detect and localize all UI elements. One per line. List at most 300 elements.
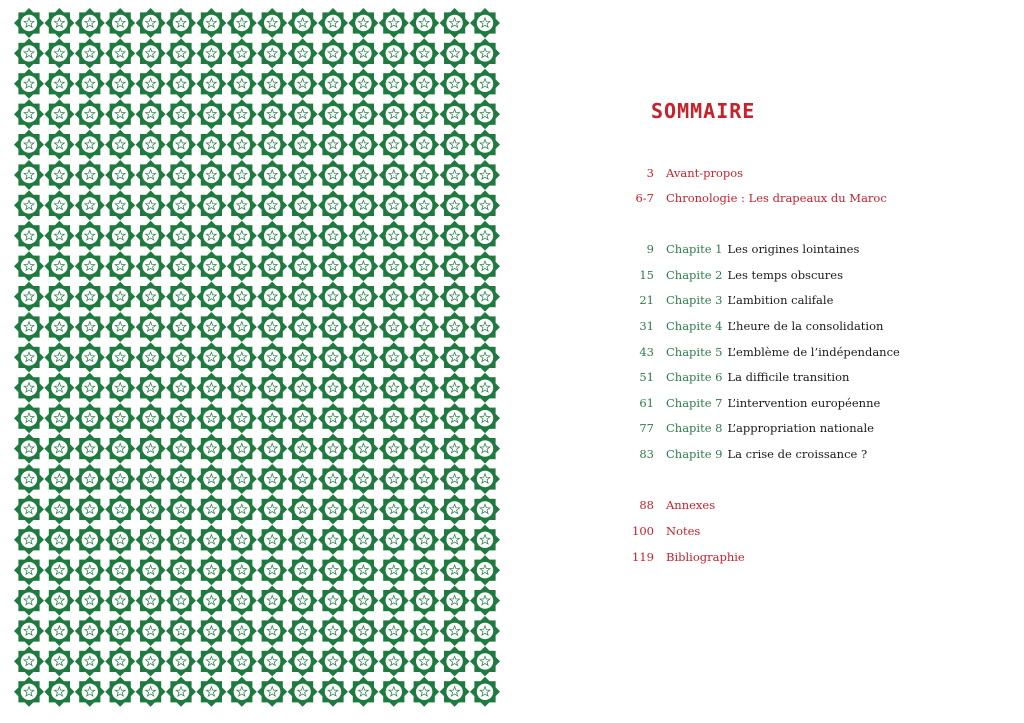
star-tile	[166, 221, 196, 251]
star-tile	[136, 586, 166, 616]
star-tile	[14, 221, 44, 251]
star-tile	[379, 494, 409, 524]
star-tile	[227, 221, 257, 251]
star-tile	[14, 312, 44, 342]
toc-entry-intro[interactable]	[512, 189, 992, 207]
star-tile	[136, 160, 166, 190]
toc-page-number: 61	[639, 396, 654, 410]
star-tile	[75, 616, 105, 646]
star-tile	[348, 342, 378, 372]
star-tile	[75, 586, 105, 616]
star-tile	[105, 677, 135, 707]
star-tile	[75, 8, 105, 38]
star-tile	[136, 403, 166, 433]
star-tile	[14, 373, 44, 403]
star-tile	[44, 221, 74, 251]
star-tile	[440, 221, 470, 251]
star-tile	[136, 282, 166, 312]
star-tile	[166, 160, 196, 190]
star-tile	[257, 555, 287, 585]
star-tile	[379, 464, 409, 494]
star-tile	[75, 190, 105, 220]
star-tile	[166, 525, 196, 555]
star-tile	[166, 312, 196, 342]
star-tile	[288, 616, 318, 646]
star-tile	[166, 130, 196, 160]
star-tile	[409, 160, 439, 190]
star-tile	[409, 342, 439, 372]
star-tile	[14, 464, 44, 494]
star-tile	[470, 464, 500, 494]
star-tile	[440, 130, 470, 160]
star-tile	[227, 160, 257, 190]
star-tile	[318, 99, 348, 129]
star-tile	[470, 586, 500, 616]
star-tile	[379, 555, 409, 585]
star-tile	[227, 373, 257, 403]
star-tile	[348, 312, 378, 342]
star-tile	[75, 525, 105, 555]
toc-page-number: 83	[639, 447, 654, 461]
star-tile	[288, 494, 318, 524]
star-tile	[227, 130, 257, 160]
star-tile	[14, 494, 44, 524]
star-tile	[136, 646, 166, 676]
star-tile	[136, 616, 166, 646]
star-tile	[348, 69, 378, 99]
toc-page-number: 31	[639, 319, 654, 333]
star-tile	[440, 8, 470, 38]
star-tile	[196, 586, 226, 616]
star-tile	[348, 494, 378, 524]
star-tile	[470, 8, 500, 38]
toc-entry-chapter[interactable]	[512, 266, 992, 284]
star-tile	[348, 373, 378, 403]
star-tile	[105, 251, 135, 281]
chapter-title: La crise de croissance ?	[727, 447, 868, 461]
star-tile	[257, 190, 287, 220]
toc-entry-intro[interactable]	[512, 164, 992, 182]
star-tile	[227, 312, 257, 342]
star-tile	[288, 251, 318, 281]
toc-entry-chapter[interactable]	[512, 368, 992, 386]
star-tile	[166, 38, 196, 68]
star-tile	[288, 160, 318, 190]
star-tile	[227, 677, 257, 707]
star-tile	[257, 677, 287, 707]
star-tile	[227, 282, 257, 312]
star-tile	[14, 586, 44, 616]
star-tile	[257, 464, 287, 494]
star-tile	[166, 69, 196, 99]
star-tile	[166, 677, 196, 707]
star-tile	[136, 130, 166, 160]
star-tile	[257, 251, 287, 281]
star-tile	[288, 525, 318, 555]
star-tile	[136, 99, 166, 129]
star-tile	[409, 8, 439, 38]
star-tile	[318, 373, 348, 403]
star-tile	[44, 373, 74, 403]
toc-entry-chapter[interactable]	[512, 343, 992, 361]
star-tile	[470, 221, 500, 251]
star-tile	[379, 282, 409, 312]
star-tile	[257, 403, 287, 433]
chapter-title: L’heure de la consolidation	[727, 319, 884, 333]
star-tile	[348, 646, 378, 676]
star-tile	[257, 373, 287, 403]
star-tile	[196, 38, 226, 68]
star-tile	[75, 373, 105, 403]
star-tile	[379, 373, 409, 403]
star-tile	[105, 99, 135, 129]
star-tile	[14, 677, 44, 707]
star-tile	[196, 677, 226, 707]
star-tile	[105, 342, 135, 372]
star-tile	[227, 38, 257, 68]
star-tile	[136, 8, 166, 38]
star-tile	[318, 8, 348, 38]
star-tile	[136, 221, 166, 251]
star-tile	[257, 525, 287, 555]
star-tile	[440, 99, 470, 129]
star-tile	[348, 130, 378, 160]
star-tile	[318, 69, 348, 99]
star-tile	[44, 494, 74, 524]
star-tile	[166, 8, 196, 38]
star-tile	[14, 403, 44, 433]
star-tile	[75, 646, 105, 676]
star-tile	[196, 8, 226, 38]
star-tile	[470, 251, 500, 281]
star-tile	[288, 373, 318, 403]
star-tile	[166, 586, 196, 616]
star-tile	[44, 525, 74, 555]
star-tile	[166, 403, 196, 433]
chapter-label: Chapite 4	[666, 319, 723, 333]
star-tile	[196, 69, 226, 99]
star-tile	[470, 677, 500, 707]
star-tile	[14, 190, 44, 220]
star-tile	[227, 555, 257, 585]
table-of-contents-page	[512, 0, 1024, 723]
chapter-label: Chapite 2	[666, 268, 723, 282]
chapter-title: L’ambition califale	[727, 293, 834, 307]
star-tile	[409, 312, 439, 342]
star-tile	[14, 160, 44, 190]
star-tile	[379, 160, 409, 190]
star-tile	[14, 555, 44, 585]
star-tile	[257, 434, 287, 464]
star-tile	[196, 99, 226, 129]
star-tile	[470, 555, 500, 585]
star-tile	[348, 586, 378, 616]
star-tile	[318, 616, 348, 646]
star-tile	[196, 312, 226, 342]
star-tile	[105, 464, 135, 494]
star-tile	[288, 464, 318, 494]
star-tile	[136, 190, 166, 220]
star-tile	[227, 69, 257, 99]
star-tile	[318, 464, 348, 494]
star-tile	[348, 525, 378, 555]
toc-entry-chapter[interactable]	[512, 394, 992, 412]
toc-page-number: 43	[639, 345, 654, 359]
star-tile	[348, 464, 378, 494]
star-tile	[105, 69, 135, 99]
star-tile	[288, 38, 318, 68]
chapter-label: Chapite 7	[666, 396, 723, 410]
star-tile	[105, 434, 135, 464]
chapter-label: Chapite 5	[666, 345, 723, 359]
star-tile	[227, 464, 257, 494]
chapter-title: L’emblème de l’indépendance	[727, 345, 900, 359]
star-tile	[379, 646, 409, 676]
star-tile	[136, 525, 166, 555]
star-tile	[105, 494, 135, 524]
toc-entry-annex[interactable]	[512, 548, 992, 566]
page-title: SOMMAIRE	[651, 99, 756, 123]
star-tile	[44, 403, 74, 433]
star-tile	[409, 221, 439, 251]
star-tile	[105, 586, 135, 616]
star-tile	[348, 190, 378, 220]
star-tile	[44, 555, 74, 585]
star-tile	[75, 69, 105, 99]
star-tile	[440, 38, 470, 68]
star-tile	[470, 99, 500, 129]
star-tile	[75, 494, 105, 524]
star-tile	[75, 130, 105, 160]
star-tile	[379, 69, 409, 99]
star-tile	[14, 616, 44, 646]
star-tile	[44, 160, 74, 190]
star-tile	[14, 130, 44, 160]
star-tile	[257, 99, 287, 129]
star-tile	[318, 251, 348, 281]
toc-entry-chapter[interactable]	[512, 419, 992, 437]
star-tile	[196, 434, 226, 464]
star-tile	[440, 494, 470, 524]
star-tile	[44, 434, 74, 464]
star-tile	[44, 282, 74, 312]
star-tile	[196, 555, 226, 585]
star-tile	[227, 190, 257, 220]
star-tile	[105, 130, 135, 160]
star-tile	[409, 373, 439, 403]
star-tile	[196, 221, 226, 251]
star-tile	[470, 403, 500, 433]
star-tile	[318, 525, 348, 555]
star-tile	[75, 555, 105, 585]
toc-entry-chapter[interactable]	[512, 291, 992, 309]
star-tile	[470, 646, 500, 676]
star-tile	[227, 494, 257, 524]
star-tile	[348, 282, 378, 312]
star-tile	[288, 646, 318, 676]
star-tile	[288, 312, 318, 342]
star-tile	[105, 38, 135, 68]
star-tile	[14, 342, 44, 372]
star-tile	[105, 525, 135, 555]
star-tile	[75, 221, 105, 251]
toc-entry-annex[interactable]	[512, 496, 992, 514]
star-tile	[14, 69, 44, 99]
star-tile	[196, 342, 226, 372]
star-tile	[75, 251, 105, 281]
star-tile	[348, 403, 378, 433]
star-tile	[318, 38, 348, 68]
star-tile	[318, 434, 348, 464]
star-tile	[196, 251, 226, 281]
star-tile	[196, 190, 226, 220]
star-tile	[257, 38, 287, 68]
toc-entry-chapter[interactable]	[512, 445, 992, 463]
star-tile	[409, 525, 439, 555]
star-tile	[227, 434, 257, 464]
star-tile	[470, 616, 500, 646]
star-tile	[409, 251, 439, 281]
star-tile	[75, 160, 105, 190]
toc-page-number: 21	[639, 293, 654, 307]
star-tile	[318, 160, 348, 190]
star-tile	[470, 69, 500, 99]
toc-page-number: 119	[632, 550, 654, 564]
star-tile	[105, 8, 135, 38]
star-tile	[136, 38, 166, 68]
star-tile	[470, 38, 500, 68]
star-tile	[348, 38, 378, 68]
star-tile	[136, 434, 166, 464]
star-tile	[44, 312, 74, 342]
star-tile	[105, 221, 135, 251]
star-tile	[288, 586, 318, 616]
star-tile	[288, 190, 318, 220]
star-tile	[348, 677, 378, 707]
star-tile	[318, 555, 348, 585]
star-tile	[196, 464, 226, 494]
star-tile	[44, 130, 74, 160]
star-tile	[14, 434, 44, 464]
star-tile	[136, 373, 166, 403]
star-tile	[136, 69, 166, 99]
star-tile	[288, 434, 318, 464]
star-tile	[470, 312, 500, 342]
star-tile	[136, 555, 166, 585]
star-tile	[75, 99, 105, 129]
star-tile	[257, 282, 287, 312]
star-tile	[470, 373, 500, 403]
star-tile	[75, 38, 105, 68]
star-tile	[227, 525, 257, 555]
star-tile	[470, 282, 500, 312]
star-tile	[75, 342, 105, 372]
star-tile	[379, 616, 409, 646]
star-tile	[75, 434, 105, 464]
star-tile	[196, 130, 226, 160]
star-tile	[379, 251, 409, 281]
star-tile	[166, 434, 196, 464]
star-tile	[105, 646, 135, 676]
star-tile	[379, 130, 409, 160]
star-tile	[288, 403, 318, 433]
chapter-title: Les origines lointaines	[727, 242, 860, 256]
star-tile	[409, 555, 439, 585]
star-tile	[348, 555, 378, 585]
star-tile	[227, 251, 257, 281]
star-tile	[288, 8, 318, 38]
star-tile	[75, 312, 105, 342]
star-tile	[136, 251, 166, 281]
star-tile	[348, 160, 378, 190]
toc-page-number: 9	[646, 242, 654, 256]
star-tile	[440, 464, 470, 494]
star-tile	[470, 434, 500, 464]
star-tile	[318, 494, 348, 524]
star-tile	[318, 282, 348, 312]
star-tile	[136, 464, 166, 494]
toc-entry-annex[interactable]	[512, 522, 992, 540]
star-tile	[105, 616, 135, 646]
star-tile	[348, 616, 378, 646]
star-tile	[409, 494, 439, 524]
star-tile	[470, 160, 500, 190]
star-tile	[470, 525, 500, 555]
star-tile	[227, 646, 257, 676]
toc-page-number: 100	[632, 524, 654, 538]
toc-entry-chapter[interactable]	[512, 317, 992, 335]
star-tile	[470, 130, 500, 160]
star-tile	[318, 586, 348, 616]
star-tile	[470, 190, 500, 220]
star-tile	[440, 251, 470, 281]
star-tile	[257, 8, 287, 38]
star-tile	[75, 464, 105, 494]
star-tile	[196, 494, 226, 524]
star-tile	[105, 282, 135, 312]
star-tile	[14, 646, 44, 676]
star-tile	[227, 403, 257, 433]
toc-entry-label: Bibliographie	[666, 550, 745, 564]
star-tile	[440, 160, 470, 190]
star-tile	[105, 160, 135, 190]
star-tile	[409, 282, 439, 312]
star-tile	[136, 312, 166, 342]
toc-page-number: 15	[639, 268, 654, 282]
star-tile	[348, 221, 378, 251]
star-tile	[105, 403, 135, 433]
star-tile	[288, 342, 318, 372]
star-tile	[227, 586, 257, 616]
star-tile	[440, 525, 470, 555]
star-tile	[348, 434, 378, 464]
toc-entry-chapter[interactable]	[512, 240, 992, 258]
star-tile	[257, 494, 287, 524]
star-tile	[440, 342, 470, 372]
star-tile	[44, 342, 74, 372]
star-tile	[379, 342, 409, 372]
star-tile	[409, 434, 439, 464]
star-tile	[136, 494, 166, 524]
toc-page-number: 77	[639, 421, 654, 435]
star-tile	[166, 646, 196, 676]
star-tile	[196, 160, 226, 190]
chapter-label: Chapite 8	[666, 421, 723, 435]
star-tile	[288, 677, 318, 707]
star-tile	[166, 373, 196, 403]
star-tile	[379, 312, 409, 342]
star-tile	[318, 312, 348, 342]
